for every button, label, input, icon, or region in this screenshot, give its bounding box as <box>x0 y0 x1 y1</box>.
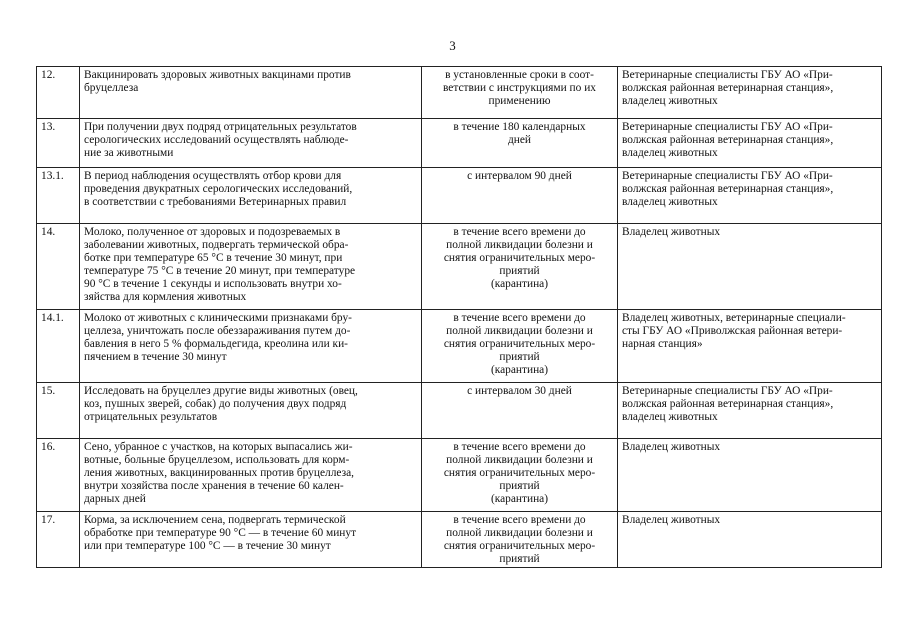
measure-term: в течение всего времени до полной ликвидации болезни и снятия ограничительных меро- приятий <box>422 512 618 568</box>
row-number: 15. <box>37 383 80 439</box>
measure-responsible: Ветеринарные специалисты ГБУ АО «При- волжская районная ветеринарная станция», владелец животных <box>618 67 882 119</box>
row-number: 13. <box>37 119 80 168</box>
table-row <box>37 439 882 512</box>
table-row <box>37 67 882 119</box>
measure-responsible: Ветеринарные специалисты ГБУ АО «При- волжская районная ветеринарная станция», владелец животных <box>618 383 882 439</box>
row-number: 14.1. <box>37 310 80 383</box>
measure-description: Корма, за исключением сена, подвергать термической обработке при температуре 90 °С — в течение 60 минут или при температуре 100 °С — в течение 30 минут <box>80 512 422 568</box>
table-row <box>37 512 882 568</box>
measure-term: с интервалом 30 дней <box>422 383 618 439</box>
measure-responsible: Владелец животных, ветеринарные специали- сты ГБУ АО «Приволжская районная ветери- нарная станция» <box>618 310 882 383</box>
table-row <box>37 168 882 224</box>
measure-responsible: Владелец животных <box>618 439 882 512</box>
measure-responsible: Ветеринарные специалисты ГБУ АО «При- волжская районная ветеринарная станция», владелец животных <box>618 168 882 224</box>
measure-term: с интервалом 90 дней <box>422 168 618 224</box>
table-row <box>37 383 882 439</box>
measure-responsible: Ветеринарные специалисты ГБУ АО «При- волжская районная ветеринарная станция», владелец животных <box>618 119 882 168</box>
measure-term: в течение всего времени до полной ликвидации болезни и снятия ограничительных меро- приятий (карантина) <box>422 310 618 383</box>
row-number: 12. <box>37 67 80 119</box>
measure-description: При получении двух подряд отрицательных результатов серологических исследований осуществлять наблюде- ние за животными <box>80 119 422 168</box>
measure-description: Вакцинировать здоровых животных вакцинами против бруцеллеза <box>80 67 422 119</box>
row-number: 17. <box>37 512 80 568</box>
measure-description: Исследовать на бруцеллез другие виды животных (овец, коз, пушных зверей, собак) до получения двух подряд отрицательных результатов <box>80 383 422 439</box>
row-number: 13.1. <box>37 168 80 224</box>
measure-responsible: Владелец животных <box>618 512 882 568</box>
measures-table <box>36 66 882 568</box>
table-row <box>37 224 882 310</box>
measure-term: в установленные сроки в соот- ветствии с инструкциями по их применению <box>422 67 618 119</box>
row-number: 14. <box>37 224 80 310</box>
measure-term: в течение всего времени до полной ликвидации болезни и снятия ограничительных меро- приятий (карантина) <box>422 439 618 512</box>
measure-term: в течение 180 календарных дней <box>422 119 618 168</box>
table-row <box>37 310 882 383</box>
measure-term: в течение всего времени до полной ликвидации болезни и снятия ограничительных меро- приятий (карантина) <box>422 224 618 310</box>
measure-description: Молоко, полученное от здоровых и подозреваемых в заболевании животных, подвергать термической обра- ботке при температуре 65 °С в течение 30 минут, при температуре 75 °С в течение 20 минут, при температуре 90 °С в течение 1 секунды и использовать внутри хо- зяйства для кормления животных <box>80 224 422 310</box>
measure-responsible: Владелец животных <box>618 224 882 310</box>
row-number: 16. <box>37 439 80 512</box>
measure-description: Молоко от животных с клиническими признаками бру- целлеза, уничтожать после обеззараживания путем до- бавления в него 5 % формальдегида, креолина или ки- пячением в течение 30 минут <box>80 310 422 383</box>
measure-description: Сено, убранное с участков, на которых выпасались жи- вотные, больные бруцеллезом, использовать для корм- ления животных, вакцинированных против бруцеллеза, внутри хозяйства после хранения в течение 60 кален- дарных дней <box>80 439 422 512</box>
page-number: 3 <box>449 38 456 53</box>
table-row <box>37 119 882 168</box>
measure-description: В период наблюдения осуществлять отбор крови для проведения двукратных серологических исследований, в соответствии с требованиями Ветеринарных правил <box>80 168 422 224</box>
